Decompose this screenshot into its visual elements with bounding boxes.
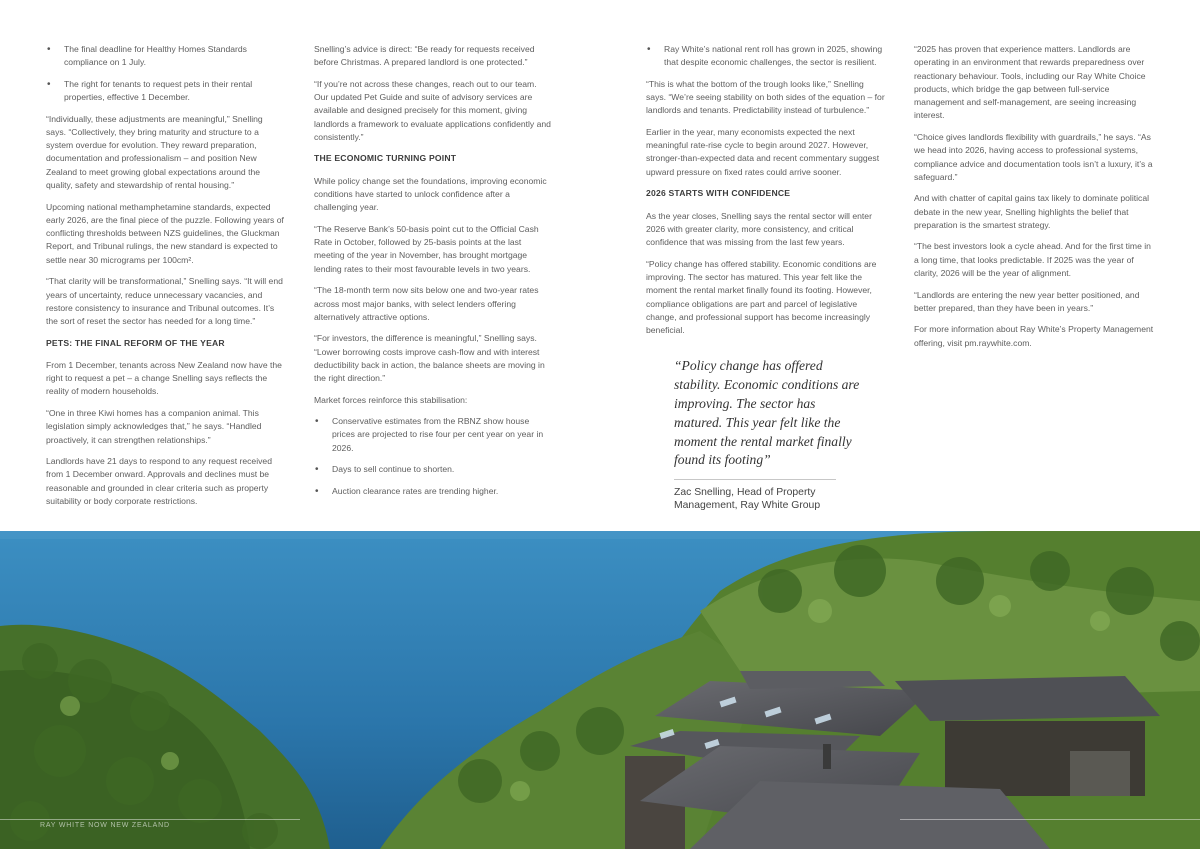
section-heading: 2026 STARTS WITH CONFIDENCE (646, 188, 791, 199)
list-item: • The final deadline for Healthy Homes Standards compliance on 1 July. (46, 43, 284, 70)
paragraph: “For investors, the difference is meaningful,” Snelling says. “Lower borrowing costs improve cash-flow and with interest deductibility back in action, the balance sheets are moving in the right direction.” (314, 333, 545, 384)
paragraph: “Choice gives landlords flexibility with guardrails,” he says. “As we head into 2026, having access to professional systems, compliance advice and documentation tools isn’t a luxury, it’s a safeguard.” (914, 131, 1153, 182)
paragraph: “2025 has proven that experience matters. Landlords are operating in an environment that rewards preparedness over reactionary behaviour. Tools, including our Ray White Choice products, which bridge the gap between full-service management and self-management, are seeing increasing interest. (914, 44, 1146, 121)
paragraph: Snelling’s advice is direct: “Be ready for requests received before Christmas. A prepared landlord is one protected.” (314, 44, 535, 68)
paragraph: “This is what the bottom of the trough looks like,” Snelling says. “We’re seeing stability on both sides of the equation – for landlords and tenants. Predictability instead of turbulence.” (646, 78, 885, 116)
footer-rule-left (0, 819, 300, 820)
section-heading: THE ECONOMIC TURNING POINT (314, 153, 457, 164)
paragraph: “Individually, these adjustments are meaningful,” Snelling says. “Collectively, they bring maturity and structure to a system overdue for evolution. They reward preparation, documentation and professionalism – and position New Zealand to meet growing global expectations around the quality, safety and stewardship of rental housing.” (46, 113, 263, 191)
footer-rule-right (900, 819, 1200, 820)
paragraph: “The 18-month term now sits below one and two-year rates across most major banks, with select lenders offering alternatively attractive options. (314, 285, 539, 322)
article-column-2 (314, 43, 552, 506)
paragraph: Market forces reinforce this stabilisation: (314, 394, 468, 405)
paragraph: “That clarity will be transformational,” Snelling says. “It will end years of uncertainty, reduce unnecessary vacancies, and restore consistency to insurance and Tribunal outcomes. It’s the sort of reset the sector has needed for a long time.” (46, 276, 283, 327)
pull-quote-divider (674, 479, 836, 480)
photo-illustration (0, 531, 1200, 849)
coastal-house-photo (0, 531, 1200, 849)
paragraph: Upcoming national methamphetamine standards, expected early 2026, are the final piece of the puzzle. Following years of conflicting thresholds between NZS guidelines, the Gluckman Report, and Tribunal rulings, the new standard is expected to settle near 30 micrograms per 100cm². (46, 201, 284, 265)
paragraph: While policy change set the foundations, improving economic conditions have started to unlock confidence after a challenging year. (314, 175, 547, 213)
list-item: • The right for tenants to request pets in their rental properties, effective 1 December. (46, 78, 284, 105)
bullet-list (314, 415, 552, 498)
section-heading: PETS: THE FINAL REFORM OF THE YEAR (46, 337, 225, 348)
list-item: • Ray White’s national rent roll has grown in 2025, showing that despite economic challenges, the sector is resilient. (646, 43, 886, 70)
paragraph: Landlords have 21 days to respond to any request received from 1 December onward. Approvals and declines must be reasonable and grounded in clear criteria such as property suitability or body corporate restrictions. (46, 456, 272, 506)
footer-left: RAY WHITE NOW NEW ZEALAND (40, 822, 170, 829)
paragraph: From 1 December, tenants across New Zealand now have the right to request a pet – a change Snelling says reflects the reality of modern households. (46, 359, 282, 397)
article-column-3 (646, 43, 886, 513)
list-item: • Auction clearance rates are trending higher. (314, 485, 552, 498)
pull-quote-byline: Zac Snelling, Head of Property Management, Ray White Group (674, 487, 821, 512)
paragraph: As the year closes, Snelling says the rental sector will enter 2026 with greater clarity, more consistency, and critical confidence that was missing from the last few years. (646, 210, 872, 248)
article-column-4 (914, 43, 1156, 358)
article-column-1 (46, 43, 284, 516)
paragraph: “The Reserve Bank’s 50-basis point cut to the Official Cash Rate in October, followed by 25-basis points at the last meeting of the year in November, has brought mortgage lending rates to their most favourable levels in two years. (314, 223, 539, 274)
paragraph: “If you’re not across these changes, reach out to our team. Our updated Pet Guide and suite of advisory services are available and designed precisely for this moment, giving landlords a framework to evaluate applications confidently and consistently.” (314, 78, 551, 142)
bullet-list (646, 43, 886, 70)
pull-quote-text: “Policy change has offered stability. Economic conditions are improving. The sector has matured. This year felt like the moment the rental market finally found its footing” (674, 358, 860, 468)
paragraph: “The best investors look a cycle ahead. And for the first time in a long time, that looks predictable. If 2025 was the year of clarity, 2026 will be the year of alignment. (914, 241, 1151, 279)
pull-quote (646, 357, 866, 512)
paragraph: And with chatter of capital gains tax likely to dominate political debate in the new year, Snelling highlights the belief that preparation is the smartest strategy. (914, 193, 1150, 230)
paragraph: “Policy change has offered stability. Economic conditions are improving. The sector has matured. This year felt like the moment the rental market finally found its footing. However, compliance obligations are part and parcel of legislative change, and professional support has become increasingly beneficial. (646, 258, 877, 336)
bullet-list (46, 43, 284, 104)
paragraph: “Landlords are entering the new year better positioned, and better prepared, than they have been in years.” (914, 289, 1140, 313)
paragraph: For more information about Ray White’s Property Management offering, visit pm.raywhite.com. (914, 324, 1154, 348)
list-item: • Conservative estimates from the RBNZ show house prices are projected to rise four per cent year on year in 2026. (314, 415, 552, 455)
paragraph: Earlier in the year, many economists expected the next meaningful rate-rise cycle to begin around 2027. However, stronger-than-expected data and recent commentary suggest upward pressure on fixed rates could arrive sooner. (646, 126, 880, 177)
paragraph: “One in three Kiwi homes has a companion animal. This legislation simply acknowledges that,” he says. “Handled proactively, it can strengthen relationships.” (46, 407, 262, 445)
list-item: • Days to sell continue to shorten. (314, 463, 552, 476)
